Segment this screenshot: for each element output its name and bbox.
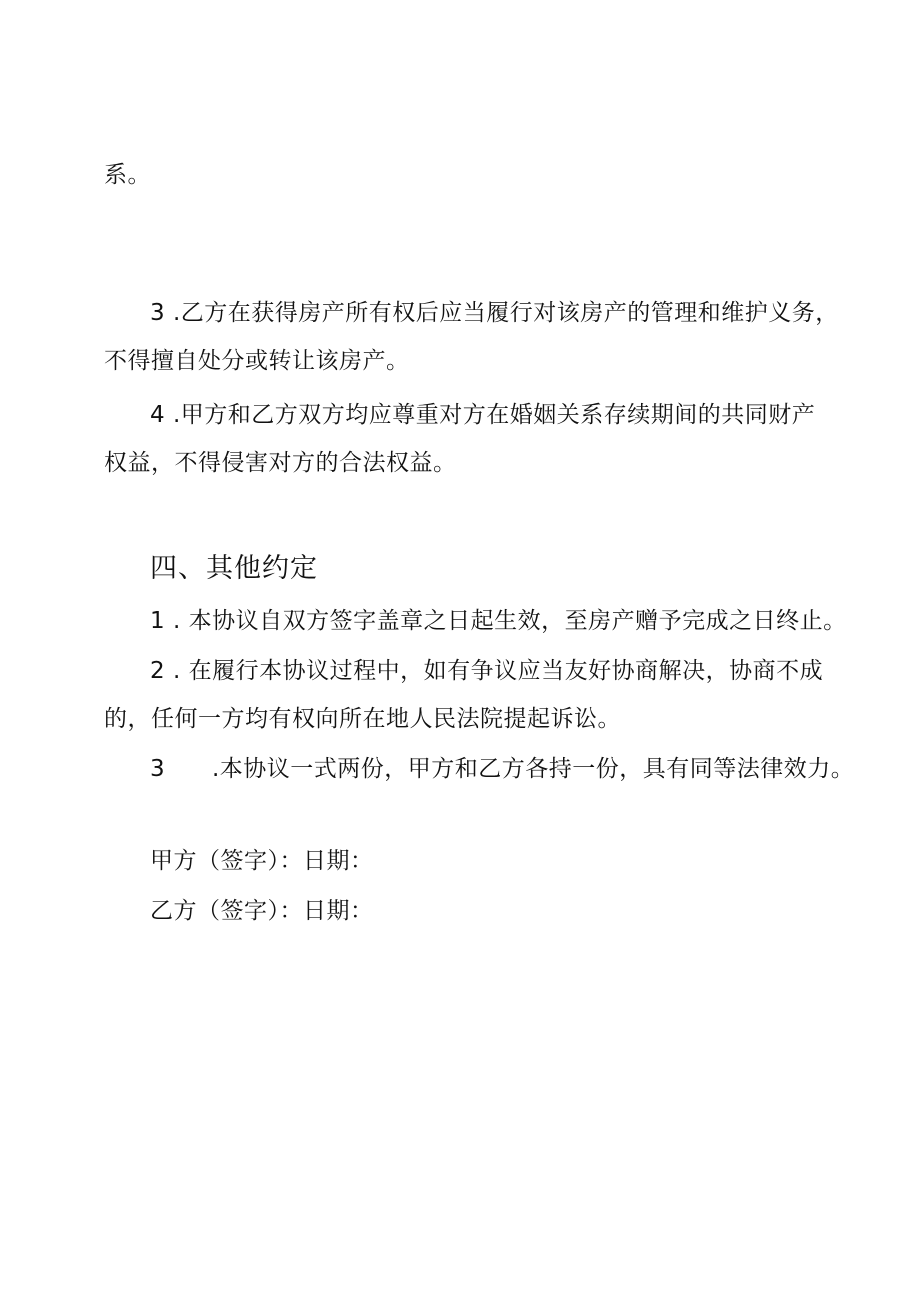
other-clause-2-line-1: 2 . 在履行本协议过程中，如有争议应当友好协商解决，协商不成	[150, 658, 824, 684]
clause-4-line-1: 4 .甲方和乙方双方均应尊重对方在婚姻关系存续期间的共同财产	[150, 402, 816, 428]
other-clause-2-line-2: 的，任何一方均有权向所在地人民法院提起诉讼。	[104, 706, 621, 732]
party-a-signature: 甲方（签字）：日期：	[150, 848, 374, 874]
other-clause-3: 3 .本协议一式两份，甲方和乙方各持一份，具有同等法律效力。	[150, 756, 855, 782]
party-b-signature: 乙方（签字）：日期：	[150, 898, 374, 924]
clause-3-line-1: 3 .乙方在获得房产所有权后应当履行对该房产的管理和维护义务，	[150, 300, 839, 326]
continuation-text: 系。	[104, 162, 151, 188]
other-clause-1: 1 . 本协议自双方签字盖章之日起生效，至房产赠予完成之日终止。	[150, 608, 847, 634]
clause-3-line-2: 不得擅自处分或转让该房产。	[104, 348, 410, 374]
clause-4-line-2: 权益，不得侵害对方的合法权益。	[104, 450, 457, 476]
section-4-heading: 四、其他约定	[150, 553, 318, 584]
